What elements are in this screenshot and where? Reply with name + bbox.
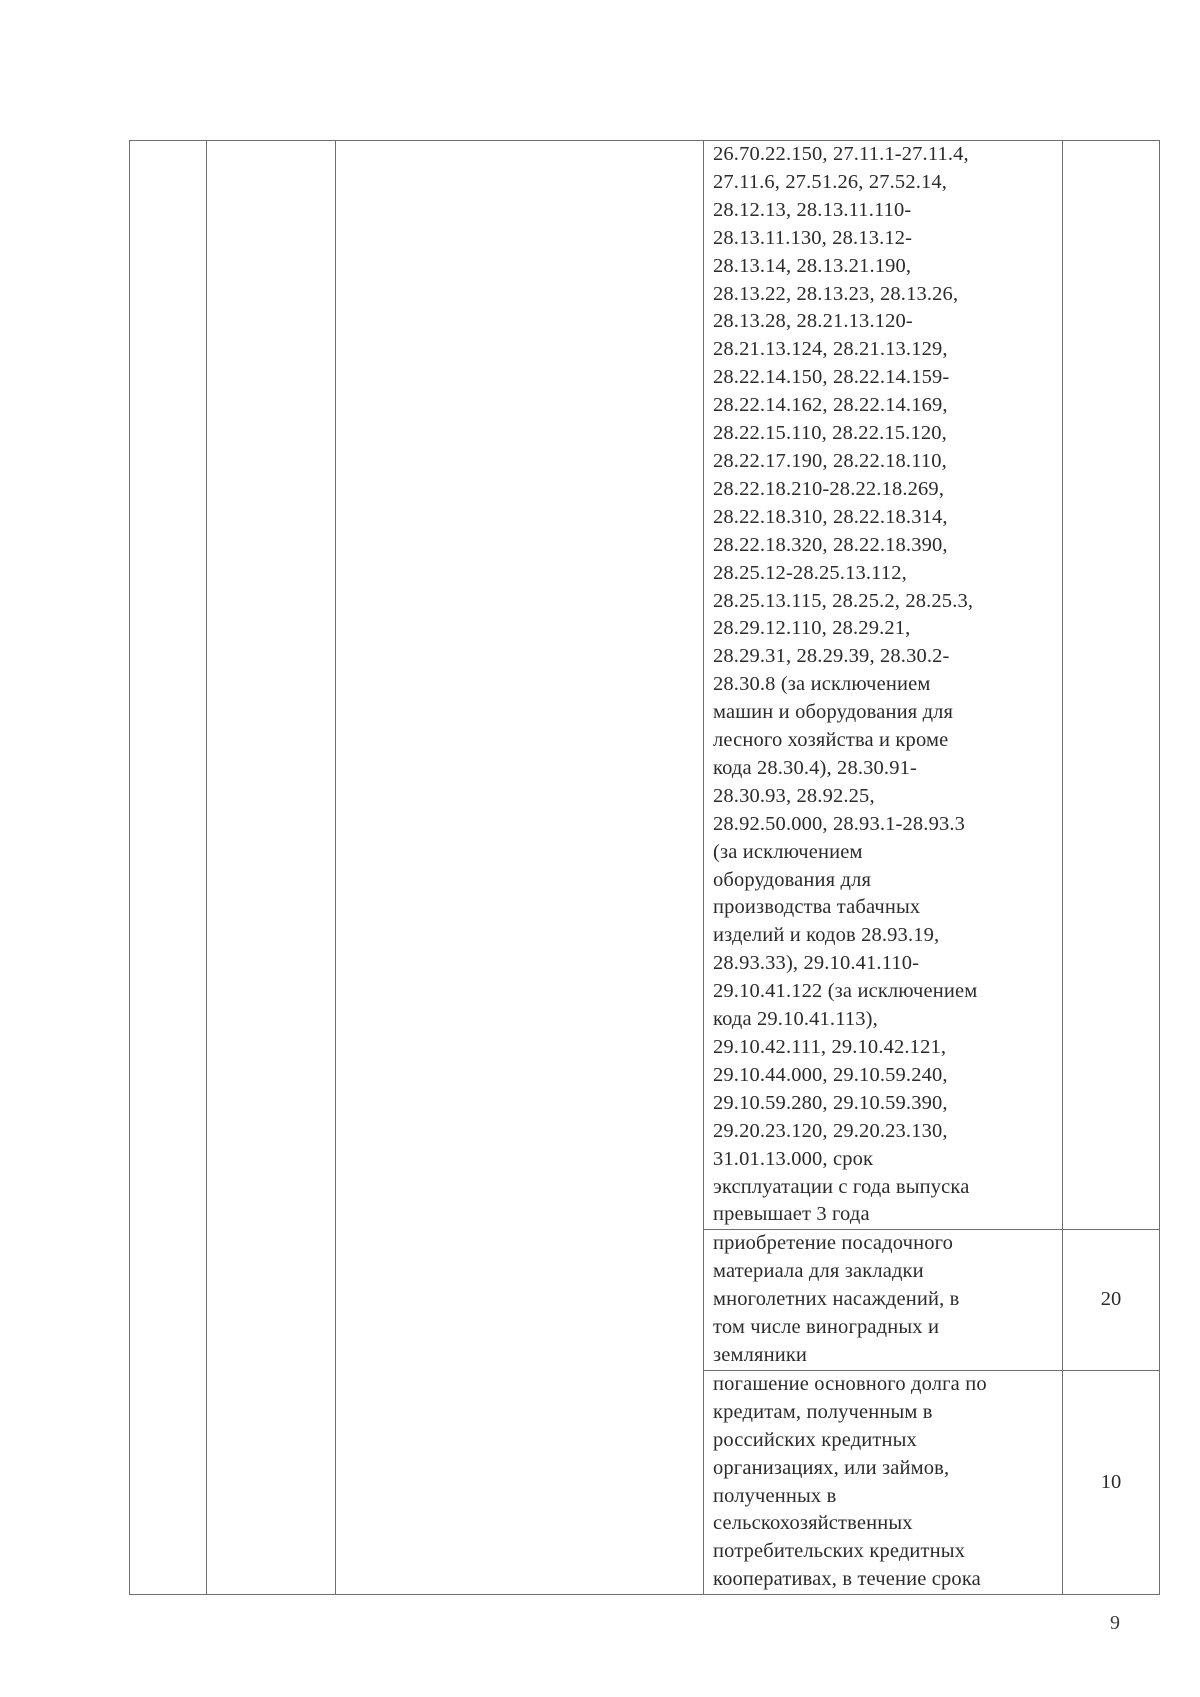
text-line: 28.29.12.110, 28.29.21,: [713, 617, 911, 640]
table-cell-description: [704, 1370, 1063, 1594]
grant-table: [129, 140, 1160, 1595]
text-line: 28.13.11.130, 28.13.12-: [713, 226, 913, 249]
text-line: 26.70.22.150, 27.11.1-27.11.4,: [713, 143, 969, 165]
text-line: 29.10.59.280, 29.10.59.390,: [713, 1091, 948, 1114]
text-line: 28.93.33), 29.10.41.110-: [713, 952, 920, 975]
text-line: 28.22.17.190, 28.22.18.110,: [713, 449, 947, 472]
table-cell-col3: [336, 141, 704, 1595]
text-line: 28.25.13.115, 28.25.2, 28.25.3,: [713, 589, 974, 612]
text-line: 28.13.28, 28.21.13.120-: [713, 310, 913, 333]
text-line: кредитам, полученным в: [713, 1400, 933, 1423]
text-line: полученных в: [713, 1484, 837, 1507]
text-line: 28.13.14, 28.13.21.190,: [713, 254, 912, 277]
text-line: эксплуатации с года выпуска: [713, 1175, 970, 1198]
text-line: погашение основного долга по: [713, 1372, 987, 1395]
text-line: лесного хозяйства и кроме: [713, 729, 949, 752]
text-line: 28.25.12-28.25.13.112,: [713, 561, 907, 584]
text-line: 28.22.18.310, 28.22.18.314,: [713, 505, 948, 528]
text-line: кода 28.30.4), 28.30.91-: [713, 756, 917, 779]
text-line: 28.22.15.110, 28.22.15.120,: [713, 422, 947, 445]
text-line: российских кредитных: [713, 1428, 917, 1451]
text-line: кода 29.10.41.113),: [713, 1008, 878, 1031]
text-line: машин и оборудования для: [713, 701, 954, 724]
text-line: кооперативах, в течение срока: [713, 1568, 981, 1591]
text-line: 28.13.22, 28.13.23, 28.13.26,: [713, 282, 959, 305]
text-line: 28.22.18.210-28.22.18.269,: [713, 477, 945, 500]
text-line: 27.11.6, 27.51.26, 27.52.14,: [713, 170, 948, 193]
text-line: 28.21.13.124, 28.21.13.129,: [713, 338, 948, 361]
text-line: 28.29.31, 28.29.39, 28.30.2-: [713, 645, 950, 668]
text-line: 29.10.44.000, 29.10.59.240,: [713, 1063, 948, 1086]
text-line: 28.22.18.320, 28.22.18.390,: [713, 533, 948, 556]
text-line: изделий и кодов 28.93.19,: [713, 924, 940, 947]
text-line: земляники: [713, 1343, 808, 1366]
table-cell-value: 20: [1063, 1230, 1160, 1371]
text-line: 28.12.13, 28.13.11.110-: [713, 198, 912, 221]
table-cell-col2: [207, 141, 336, 1595]
text-line: 28.30.8 (за исключением: [713, 673, 931, 696]
text-line: 29.10.41.122 (за исключением: [713, 980, 978, 1003]
text-line: 28.92.50.000, 28.93.1-28.93.3: [713, 812, 966, 835]
text-line: потребительских кредитных: [713, 1540, 966, 1563]
text-line: материала для закладки: [713, 1260, 924, 1283]
table-cell-description: [704, 1230, 1063, 1371]
text-line: приобретение посадочного: [713, 1232, 954, 1255]
text-line: том числе виноградных и: [713, 1316, 940, 1339]
text-line: производства табачных: [713, 896, 921, 919]
text-line: 29.20.23.120, 29.20.23.130,: [713, 1119, 948, 1142]
text-line: превышает 3 года: [713, 1203, 870, 1226]
page-number: 9: [1110, 1612, 1120, 1634]
text-line: 31.01.13.000, срок: [713, 1147, 874, 1170]
table-cell-value: [1063, 141, 1160, 1230]
table-cell-description: [704, 141, 1063, 1230]
table-cell-col1: [130, 141, 207, 1595]
table-row: [130, 141, 1160, 1230]
text-line: 28.30.93, 28.92.25,: [713, 784, 875, 807]
text-line: сельскохозяйственных: [713, 1512, 913, 1535]
table-cell-value: 10: [1063, 1370, 1160, 1594]
text-line: 29.10.42.111, 29.10.42.121,: [713, 1036, 947, 1058]
text-line: многолетних насаждений, в: [713, 1288, 960, 1311]
text-line: (за исключением: [713, 840, 863, 863]
text-line: 28.22.14.162, 28.22.14.169,: [713, 394, 948, 417]
text-line: организациях, или займов,: [713, 1456, 950, 1479]
text-line: оборудования для: [713, 868, 872, 891]
text-line: 28.22.14.150, 28.22.14.159-: [713, 366, 950, 389]
